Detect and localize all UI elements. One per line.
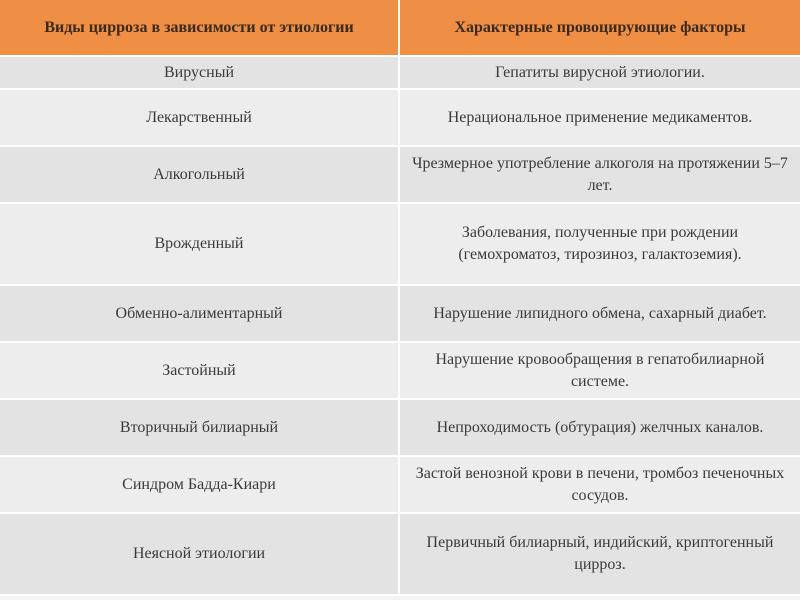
- cell-type-metabolic: Обменно-алиментарный: [0, 286, 400, 343]
- cell-factors-congenital: Заболевания, полученные при рождении (гемохроматоз, тирозиноз, галактоземия).: [400, 204, 800, 286]
- cell-type-drug: Лекарственный: [0, 90, 400, 147]
- cell-type-congestive: Застойный: [0, 343, 400, 400]
- cell-factors-viral: Гепатиты вирусной этиологии.: [400, 57, 800, 90]
- cell-factors-drug: Нерациональное применение медикаментов.: [400, 90, 800, 147]
- cell-factors-secondary-biliary: Непроходимость (обтурация) желчных каналов.: [400, 400, 800, 457]
- cell-type-congenital: Врожденный: [0, 204, 400, 286]
- cell-factors-alcoholic: Чрезмерное употребление алкоголя на протяжении 5–7 лет.: [400, 147, 800, 204]
- cell-factors-unknown-etiology: Первичный билиарный, индийский, криптогенный цирроз.: [400, 514, 800, 596]
- cell-type-budd-chiari: Синдром Бадда-Киари: [0, 457, 400, 514]
- cell-factors-metabolic: Нарушение липидного обмена, сахарный диабет.: [400, 286, 800, 343]
- header-cirrhosis-types: Виды цирроза в зависимости от этиологии: [0, 0, 400, 57]
- cell-type-alcoholic: Алкогольный: [0, 147, 400, 204]
- cell-type-unknown-etiology: Неясной этиологии: [0, 514, 400, 596]
- cell-type-viral: Вирусный: [0, 57, 400, 90]
- header-provoking-factors: Характерные провоцирующие факторы: [400, 0, 800, 57]
- cell-factors-budd-chiari: Застой венозной крови в печени, тромбоз печеночных сосудов.: [400, 457, 800, 514]
- cell-factors-congestive: Нарушение кровообращения в гепатобилиарной системе.: [400, 343, 800, 400]
- cell-type-secondary-biliary: Вторичный билиарный: [0, 400, 400, 457]
